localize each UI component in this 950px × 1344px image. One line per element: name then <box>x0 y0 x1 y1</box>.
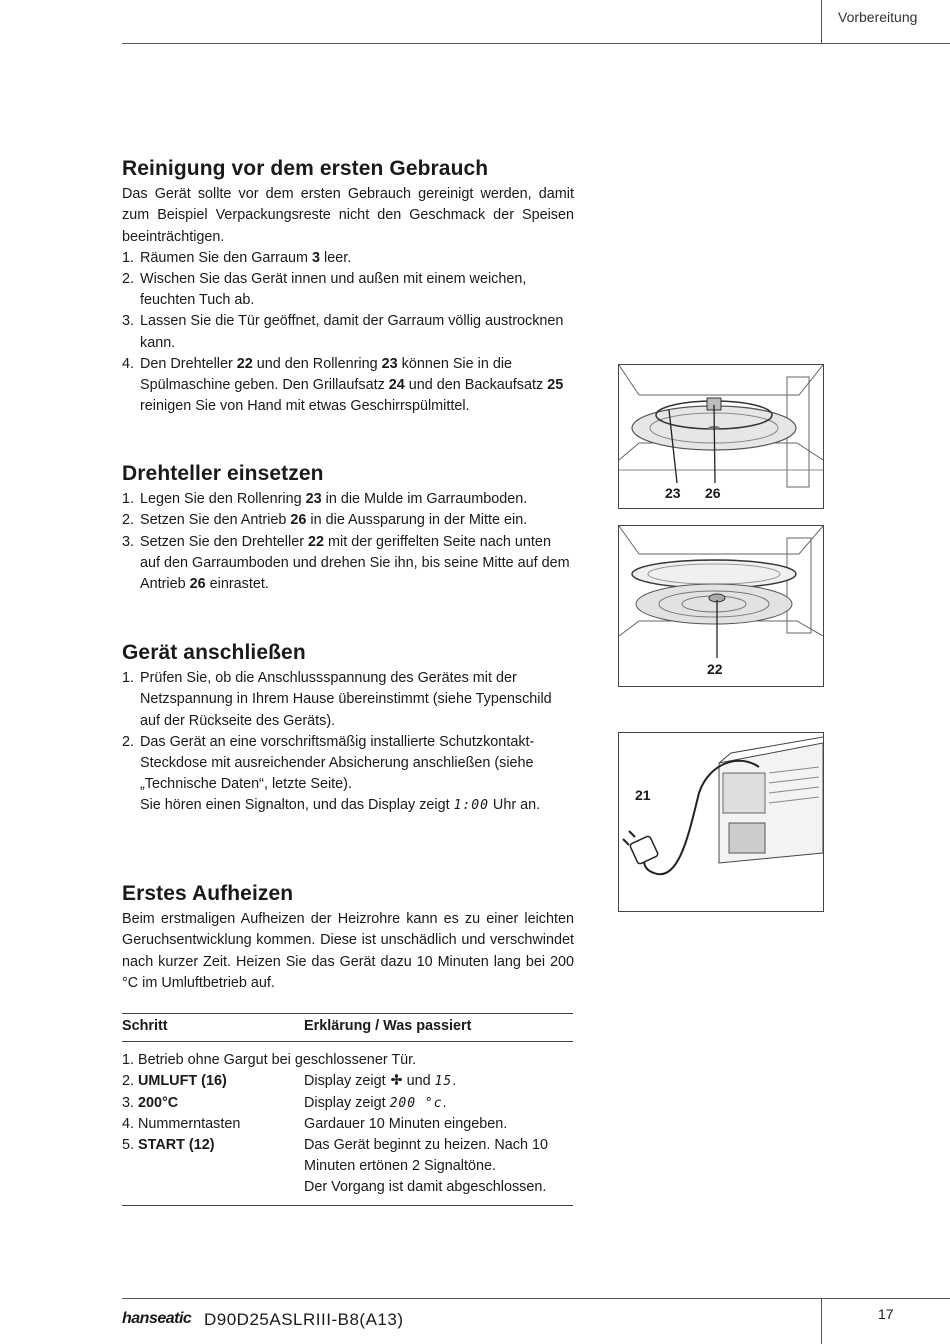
heading-drehteller: Drehteller einsetzen <box>122 462 324 485</box>
header-rule <box>122 43 950 44</box>
figure-label: 22 <box>707 661 723 677</box>
anschliessen-steps <box>122 668 574 816</box>
list-item: 1. Prüfen Sie, ob die Anschlussspannung des Gerätes mit der Netzspannung in Ihrem Hause übereinstimmt (siehe Typenschild auf der Rückseite des Geräts). <box>122 670 552 729</box>
model-number: D90D25ASLRIII-B8(A13) <box>204 1310 404 1329</box>
col-header-explanation: Erklärung / Was passiert <box>304 1014 573 1042</box>
display-readout: 15 <box>434 1074 453 1090</box>
list-item: 3. Setzen Sie den Drehteller 22 mit der geriffelten Seite nach unten auf den Garraumboden und drehen Sie ihn, bis seine Mitte auf dem Antrieb 26 einrastet. <box>122 533 570 593</box>
col-header-step: Schritt <box>122 1014 304 1042</box>
table-row: 2. UMLUFT (16) Display zeigt und 15. <box>122 1073 457 1090</box>
steps-table <box>122 1013 573 1206</box>
table-header <box>122 1014 573 1042</box>
figure-label: 21 <box>635 787 651 803</box>
list-item: 1. Räumen Sie den Garraum 3 leer. <box>122 249 352 266</box>
display-readout: 200 °c <box>389 1095 443 1111</box>
footer-rule <box>122 1298 950 1299</box>
figure-power-plug <box>618 732 824 912</box>
list-item: 2. Setzen Sie den Antrieb 26 in die Aussparung in der Mitte ein. <box>122 512 528 529</box>
table-row: 4. Nummerntasten Gardauer 10 Minuten eingeben. <box>122 1115 508 1132</box>
reinigung-intro: Das Gerät sollte vor dem ersten Gebrauch gereinigt werden, damit zum Beispiel Verpackungsreste nicht den Geschmack der Speisen beeinträchtigen. <box>122 186 574 245</box>
microwave-rear-plug-illustration <box>619 733 823 911</box>
list-item: 1. Legen Sie den Rollenring 23 in die Mulde im Garraumboden. <box>122 491 528 508</box>
figure-ring-drive <box>618 364 824 509</box>
section-drehteller <box>122 463 574 595</box>
list-item: 4. Den Drehteller 22 und den Rollenring 23 können Sie in die Spülmaschine geben. Den Grillaufsatz 24 und den Backaufsatz 25 reinigen Sie von Hand mit etwas Geschirrspülmittel. <box>122 355 564 415</box>
list-item: 2. Wischen Sie das Gerät innen und außen mit einem weichen, feuchten Tuch ab. <box>122 271 527 309</box>
display-readout: 1:00 <box>453 798 489 814</box>
list-item: 2. Das Gerät an eine vorschriftsmäßig installierte Schutzkontakt-Steckdose mit ausreichender Absicherung anschließen (siehe „Technische Daten“, letzte Seite). Sie hören einen Signalton, und das Display zeigt 1:00 Uhr an. <box>122 733 541 814</box>
heading-anschliessen: Gerät anschließen <box>122 641 306 664</box>
section-anschliessen <box>122 642 574 817</box>
section-reinigung <box>122 158 574 417</box>
fan-icon <box>390 1073 403 1086</box>
table-row: 5. START (12) Das Gerät beginnt zu heizen. Nach 10 Minuten ertönen 2 Signaltöne. Der Vorgang ist damit abgeschlossen. <box>122 1135 573 1205</box>
table-row: 1. Betrieb ohne Gargut bei geschlossener Tür. <box>122 1052 417 1069</box>
figure-turntable <box>618 525 824 687</box>
aufheizen-intro: Beim erstmaligen Aufheizen der Heizrohre kann es zu einer leichten Geruchsentwicklung kommen. Diese ist unschädlich und verschwindet nach kurzer Zeit. Heizen Sie das Gerät dazu 10 Minuten lang bei 200 °C im Umluftbetrieb auf. <box>122 911 574 991</box>
section-aufheizen <box>122 883 574 994</box>
figure-label: 26 <box>705 485 721 501</box>
header-divider <box>821 0 822 43</box>
section-title: Vorbereitung <box>838 9 918 25</box>
footer-divider <box>821 1298 822 1344</box>
heading-aufheizen: Erstes Aufheizen <box>122 882 294 905</box>
brand-logo: hanseatic <box>122 1310 192 1327</box>
figure-label: 23 <box>665 485 681 501</box>
drehteller-steps <box>122 489 574 595</box>
heading-reinigung: Reinigung vor dem ersten Gebrauch <box>122 157 489 180</box>
reinigung-steps <box>122 248 574 418</box>
table-row: 3. 200°C Display zeigt 200 °c. <box>122 1094 447 1111</box>
page-number: 17 <box>878 1306 894 1322</box>
microwave-interior-ring-illustration <box>619 365 823 508</box>
list-item: 3. Lassen Sie die Tür geöffnet, damit der Garraum völlig austrocknen kann. <box>122 313 564 351</box>
